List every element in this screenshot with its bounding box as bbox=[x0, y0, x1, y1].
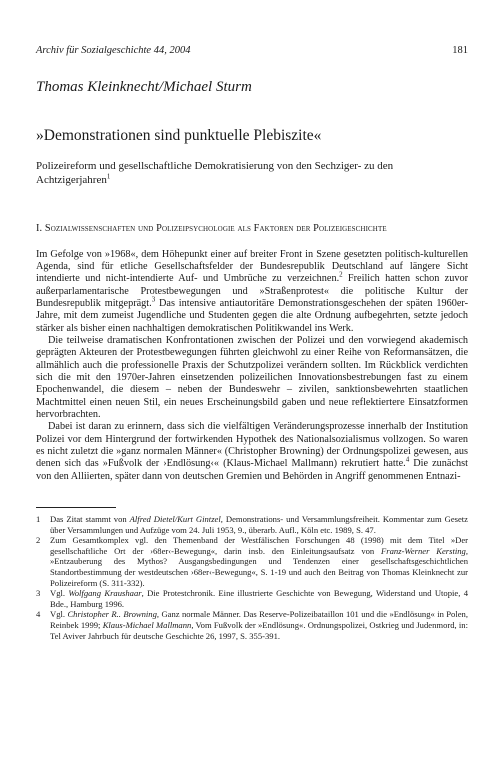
journal-citation: Archiv für Sozialgeschichte 44, 2004 bbox=[36, 45, 191, 56]
subtitle-text: Polizeireform und gesellschaftliche Demokratisierung von den Sechziger- zu den Achtzigerjahren bbox=[36, 160, 394, 186]
footnote-4-author: Christopher R.. Browning bbox=[67, 609, 157, 620]
footnote-3-author: Wolfgang Kraushaar bbox=[68, 588, 142, 599]
footnote-4-pre: Vgl. bbox=[50, 609, 68, 620]
footnote-1-post: , Demonstrations- und Versammlungsfreiheit. Kommentar zum Gesetz über Versammlungen und Aufzüge vom 24. Juli 1953, 9., überarb. Aufl., Köln etc. 1989, S. 47. bbox=[50, 514, 468, 535]
article-subtitle bbox=[36, 160, 468, 187]
footnote-3 bbox=[36, 588, 468, 609]
footnote-4-post: , Vom Fußvolk der »Endlösung«. Ordnungspolizei, Ostkrieg und Judenmord, in: Tel Aviver Jahrbuch für deutsche Geschichte 26, 1997, S. 355-391. bbox=[50, 619, 468, 641]
paragraph-1-part-a: Im Gefolge von »1968«, dem Höhepunkt einer auf breiter Front in Szene gesetzten politisch-kulturellen Agenda, sind für etliche Gesellschaftsfelder der Bundesrepublik Deutschland auf längere Sicht intendierte und nicht-intendierte Auf- und Umbrüche zu verzeichnen. bbox=[36, 248, 468, 285]
footnote-divider bbox=[36, 507, 116, 508]
article-title: »Demonstrationen sind punktuelle Plebiszite« bbox=[36, 127, 322, 144]
footnote-ref-2[interactable]: 2 bbox=[339, 270, 343, 279]
paragraph-2: Die teilweise dramatischen Konfrontationen zwischen der Polizei und den vorwiegend akademisch geprägten Akteuren der Protestbewegungen führten gleichwohl zu einer Reihe von Reformansätzen, die allmählich auch die professionelle Praxis der Schutzpolizei verändern sollten. Im Rückblick verdichten sich die mit den 1970er-Jahren einsetzenden polizeilichen Innovationsbestrebungen fast zu einem Epochenwandel, die diesem – neben der Bundeswehr – zivilen, sanktionsbewehrten staatlichen Machtmittel einen neuen Stil, ein neues Erscheinungsbild gaben und neue reflektiertere Einsatzformen hervorbrachten. bbox=[36, 334, 468, 420]
footnote-2-post: , »Entzauberung des Mythos? Ausgangsbedingungen und Tendenzen einer gesellschaftsgeschichtlichen Standortbestimmung der westdeutschen ›68er‹-Bewegung«, S. 1-19 und auch den Beitrag von Thomas Kleinknecht zur Polizeireform (S. 311-332). bbox=[50, 545, 468, 588]
article-authors: Thomas Kleinknecht/Michael Sturm bbox=[36, 79, 252, 95]
footnote-number: 3 bbox=[36, 588, 41, 599]
footnote-number: 4 bbox=[36, 609, 41, 620]
footnote-text bbox=[50, 535, 468, 588]
paragraph-3-part-b: Die zunächst von den Alliierten, später dann von deutschen Gremien und Behörden in Angriff genommenen Entnazi- bbox=[36, 458, 468, 482]
paragraph-3-part-a: Dabei ist daran zu erinnern, dass sich die vielfältigen Veränderungsprozesse innerhalb der Institution Polizei vor dem Hintergrund der fortwirkenden Hypothek des Nationalsozialismus vollzogen. So waren es nicht zuletzt die »ganz normalen Männer« (Christopher Browning) der Ordnungspolizei gewesen, aus denen sich das »Fußvolk der ›Endlösung‹« (Klaus-Michael Mallmann) rekrutiert hatte. bbox=[36, 421, 468, 470]
page-number: 181 bbox=[452, 45, 468, 56]
body-text bbox=[36, 249, 468, 484]
footnote-2 bbox=[36, 535, 468, 588]
footnote-4-mid: , Ganz normale Männer. Das Reserve-Polizeibataillon 101 und die »Endlösung« in Polen, Reinbek 1999; bbox=[50, 609, 468, 630]
footnote-number: 1 bbox=[36, 514, 41, 525]
footnote-ref-1[interactable]: 1 bbox=[106, 171, 111, 180]
running-head bbox=[36, 44, 468, 57]
footnote-4-author-2: Klaus-Michael Mallmann bbox=[102, 619, 192, 630]
footnote-2-pre: Zum Gesamtkomplex vgl. den Themenband der Westfälischen Forschungen 48 (1998) mit dem Titel »Der gesellschaftliche Ort der ›68er‹-Bewegung«, darin insb. den Einleitungsaufsatz von bbox=[50, 535, 468, 556]
paragraph-3 bbox=[36, 421, 468, 483]
section-heading: I. Sozialwissenschaften und Polizeipsychologie als Faktoren der Polizeigeschichte bbox=[36, 223, 387, 234]
paragraph-1-part-c: Das intensive antiautoritäre Demonstrationsgeschehen der späten 1960er-Jahre, mit dem zumeist Jugendliche und Studenten gegen die alte Ordnung aufbegehrten, setzte jedoch stärker als bisher einen nachhaltigen demokratischen Politikwandel ins Werk. bbox=[36, 297, 468, 334]
footnote-1-author: Alfred Dietel/Kurt Gintzel bbox=[129, 514, 221, 525]
footnote-4 bbox=[36, 609, 468, 641]
footnote-3-post: , Die Protestchronik. Eine illustrierte Geschichte von Bewegung, Widerstand und Utopie, 4 Bde., Hamburg 1996. bbox=[50, 588, 468, 609]
footnote-2-author: Franz-Werner Kersting bbox=[381, 545, 466, 556]
footnote-text bbox=[50, 514, 468, 535]
paragraph-1-part-b: Freilich hatten schon zuvor außerparlamentarische Protestbewegungen und »Straßenprotest« die politische Kultur der Bundesrepublik mitgeprägt. bbox=[36, 273, 468, 309]
footnote-ref-4[interactable]: 4 bbox=[405, 455, 410, 464]
footnote-1-pre: Das Zitat stammt von bbox=[50, 514, 130, 525]
footnote-ref-3[interactable]: 3 bbox=[151, 295, 156, 304]
footnote-number: 2 bbox=[36, 535, 41, 546]
footnote-1 bbox=[36, 514, 468, 535]
footnote-text bbox=[50, 609, 468, 641]
footnote-text bbox=[50, 588, 468, 609]
footnotes bbox=[36, 514, 468, 641]
footnote-3-pre: Vgl. bbox=[50, 588, 69, 599]
paragraph-1 bbox=[36, 249, 468, 335]
